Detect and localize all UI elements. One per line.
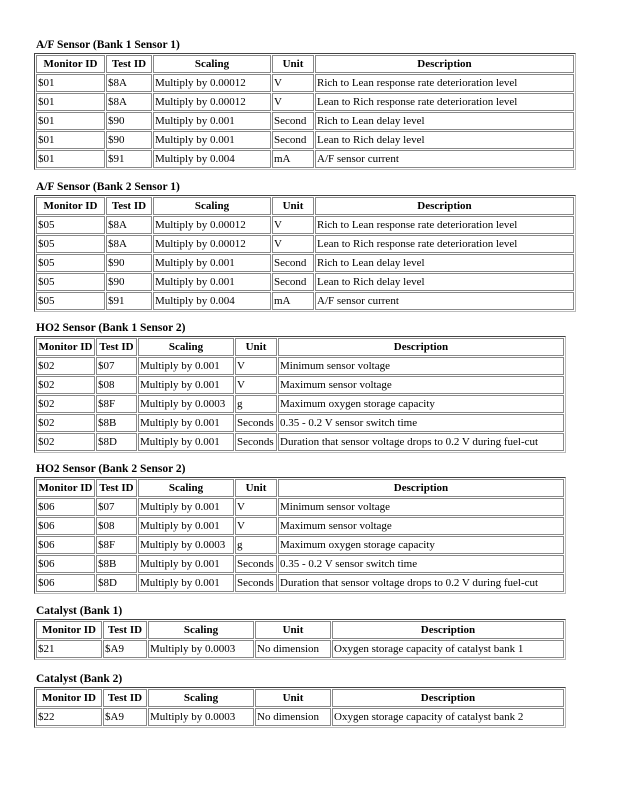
cell-description: Rich to Lean delay level: [315, 254, 574, 272]
cell-monitor-id: $01: [36, 74, 105, 92]
cell-scaling: Multiply by 0.001: [138, 376, 234, 394]
table-row: [36, 150, 574, 168]
cell-test-id: $91: [106, 150, 152, 168]
cell-description: Oxygen storage capacity of catalyst bank 2: [332, 708, 564, 726]
cell-test-id: $A9: [103, 640, 147, 658]
table-catalyst-bank1: [34, 619, 566, 660]
header-test-id: Test ID: [96, 338, 137, 356]
cell-monitor-id: $06: [36, 517, 95, 535]
section-af-bank1-sensor1: [34, 38, 576, 170]
header-unit: Unit: [255, 689, 331, 707]
cell-test-id: $90: [106, 131, 152, 149]
cell-unit: Second: [272, 131, 314, 149]
cell-unit: V: [235, 517, 277, 535]
cell-test-id: $8A: [106, 216, 152, 234]
table-row: [36, 254, 574, 272]
header-unit: Unit: [255, 621, 331, 639]
table-ho2-bank1-sensor2: [34, 336, 566, 453]
table-af-bank1-sensor1: [34, 53, 576, 170]
cell-monitor-id: $06: [36, 498, 95, 516]
header-unit: Unit: [235, 479, 277, 497]
cell-test-id: $90: [106, 112, 152, 130]
header-monitor-id: Monitor ID: [36, 55, 105, 73]
cell-unit: g: [235, 395, 277, 413]
section-title: A/F Sensor (Bank 1 Sensor 1): [36, 39, 180, 51]
cell-unit: Seconds: [235, 574, 277, 592]
table-header-row: [36, 197, 574, 215]
cell-scaling: Multiply by 0.001: [138, 433, 234, 451]
table-row: [36, 574, 564, 592]
cell-test-id: $08: [96, 517, 137, 535]
header-description: Description: [315, 197, 574, 215]
header-description: Description: [278, 479, 564, 497]
header-monitor-id: Monitor ID: [36, 621, 102, 639]
table-row: [36, 93, 574, 111]
header-scaling: Scaling: [153, 197, 271, 215]
cell-unit: Second: [272, 112, 314, 130]
cell-scaling: Multiply by 0.0003: [148, 640, 254, 658]
cell-scaling: Multiply by 0.001: [138, 498, 234, 516]
header-test-id: Test ID: [106, 55, 152, 73]
cell-description: Duration that sensor voltage drops to 0.2 V during fuel-cut: [278, 433, 564, 451]
cell-description: Oxygen storage capacity of catalyst bank 1: [332, 640, 564, 658]
table-header-row: [36, 55, 574, 73]
header-unit: Unit: [272, 55, 314, 73]
cell-unit: Second: [272, 273, 314, 291]
header-description: Description: [332, 621, 564, 639]
cell-test-id: $8B: [96, 555, 137, 573]
table-header-row: [36, 479, 564, 497]
table-row: [36, 292, 574, 310]
section-catalyst-bank2: [34, 672, 566, 728]
cell-test-id: $8A: [106, 74, 152, 92]
header-unit: Unit: [272, 197, 314, 215]
table-row: [36, 376, 564, 394]
header-monitor-id: Monitor ID: [36, 338, 95, 356]
table-ho2-bank2-sensor2: [34, 477, 566, 594]
table-row: [36, 131, 574, 149]
table-row: [36, 498, 564, 516]
cell-monitor-id: $05: [36, 235, 105, 253]
cell-monitor-id: $05: [36, 292, 105, 310]
header-test-id: Test ID: [103, 621, 147, 639]
cell-scaling: Multiply by 0.0003: [138, 395, 234, 413]
cell-test-id: $90: [106, 273, 152, 291]
header-scaling: Scaling: [138, 338, 234, 356]
cell-scaling: Multiply by 0.001: [138, 574, 234, 592]
cell-monitor-id: $01: [36, 150, 105, 168]
cell-test-id: $8B: [96, 414, 137, 432]
table-row: [36, 536, 564, 554]
cell-monitor-id: $02: [36, 414, 95, 432]
cell-test-id: $07: [96, 357, 137, 375]
cell-description: A/F sensor current: [315, 150, 574, 168]
cell-test-id: $90: [106, 254, 152, 272]
header-description: Description: [332, 689, 564, 707]
cell-description: Duration that sensor voltage drops to 0.2 V during fuel-cut: [278, 574, 564, 592]
cell-test-id: $08: [96, 376, 137, 394]
cell-monitor-id: $02: [36, 376, 95, 394]
cell-monitor-id: $05: [36, 216, 105, 234]
table-header-row: [36, 338, 564, 356]
cell-description: Lean to Rich delay level: [315, 273, 574, 291]
header-scaling: Scaling: [148, 689, 254, 707]
cell-monitor-id: $01: [36, 93, 105, 111]
table-row: [36, 112, 574, 130]
header-monitor-id: Monitor ID: [36, 479, 95, 497]
section-title: HO2 Sensor (Bank 2 Sensor 2): [36, 463, 186, 475]
section-title: Catalyst (Bank 1): [36, 605, 123, 617]
table-row: [36, 395, 564, 413]
cell-scaling: Multiply by 0.001: [153, 273, 271, 291]
cell-unit: V: [272, 216, 314, 234]
cell-description: Maximum sensor voltage: [278, 376, 564, 394]
table-af-bank2-sensor1: [34, 195, 576, 312]
cell-unit: mA: [272, 150, 314, 168]
cell-test-id: $8F: [96, 536, 137, 554]
cell-description: Maximum sensor voltage: [278, 517, 564, 535]
cell-description: 0.35 - 0.2 V sensor switch time: [278, 555, 564, 573]
header-test-id: Test ID: [103, 689, 147, 707]
cell-scaling: Multiply by 0.00012: [153, 216, 271, 234]
cell-unit: Seconds: [235, 414, 277, 432]
cell-description: Rich to Lean response rate deterioration level: [315, 74, 574, 92]
cell-scaling: Multiply by 0.0003: [148, 708, 254, 726]
cell-monitor-id: $05: [36, 254, 105, 272]
cell-unit: g: [235, 536, 277, 554]
cell-monitor-id: $01: [36, 131, 105, 149]
header-monitor-id: Monitor ID: [36, 197, 105, 215]
cell-monitor-id: $05: [36, 273, 105, 291]
cell-scaling: Multiply by 0.001: [153, 131, 271, 149]
cell-unit: Seconds: [235, 555, 277, 573]
table-row: [36, 74, 574, 92]
cell-test-id: $8A: [106, 235, 152, 253]
table-row: [36, 555, 564, 573]
cell-scaling: Multiply by 0.001: [153, 112, 271, 130]
table-row: [36, 235, 574, 253]
cell-monitor-id: $06: [36, 536, 95, 554]
cell-unit: Seconds: [235, 433, 277, 451]
section-title: Catalyst (Bank 2): [36, 673, 123, 685]
header-unit: Unit: [235, 338, 277, 356]
cell-scaling: Multiply by 0.00012: [153, 74, 271, 92]
cell-description: Rich to Lean delay level: [315, 112, 574, 130]
cell-test-id: $8F: [96, 395, 137, 413]
section-title: HO2 Sensor (Bank 1 Sensor 2): [36, 322, 186, 334]
cell-description: Lean to Rich response rate deterioration level: [315, 235, 574, 253]
cell-monitor-id: $22: [36, 708, 102, 726]
cell-scaling: Multiply by 0.001: [138, 357, 234, 375]
cell-unit: V: [272, 93, 314, 111]
header-scaling: Scaling: [153, 55, 271, 73]
cell-monitor-id: $02: [36, 433, 95, 451]
cell-scaling: Multiply by 0.001: [153, 254, 271, 272]
section-title: A/F Sensor (Bank 2 Sensor 1): [36, 181, 180, 193]
cell-monitor-id: $06: [36, 555, 95, 573]
cell-monitor-id: $21: [36, 640, 102, 658]
cell-description: Lean to Rich delay level: [315, 131, 574, 149]
section-catalyst-bank1: [34, 604, 566, 660]
cell-monitor-id: $02: [36, 395, 95, 413]
cell-monitor-id: $06: [36, 574, 95, 592]
cell-scaling: Multiply by 0.004: [153, 150, 271, 168]
cell-description: Lean to Rich response rate deterioration level: [315, 93, 574, 111]
cell-test-id: $8D: [96, 433, 137, 451]
table-row: [36, 517, 564, 535]
section-af-bank2-sensor1: [34, 180, 576, 312]
cell-unit: V: [235, 498, 277, 516]
cell-scaling: Multiply by 0.004: [153, 292, 271, 310]
cell-monitor-id: $01: [36, 112, 105, 130]
header-monitor-id: Monitor ID: [36, 689, 102, 707]
cell-description: Minimum sensor voltage: [278, 498, 564, 516]
cell-scaling: Multiply by 0.0003: [138, 536, 234, 554]
cell-scaling: Multiply by 0.001: [138, 555, 234, 573]
cell-description: 0.35 - 0.2 V sensor switch time: [278, 414, 564, 432]
cell-unit: No dimension: [255, 640, 331, 658]
section-ho2-bank2-sensor2: [34, 462, 566, 594]
cell-unit: V: [235, 376, 277, 394]
cell-unit: No dimension: [255, 708, 331, 726]
cell-unit: V: [272, 235, 314, 253]
cell-scaling: Multiply by 0.00012: [153, 93, 271, 111]
table-header-row: [36, 689, 564, 707]
cell-unit: V: [235, 357, 277, 375]
cell-scaling: Multiply by 0.001: [138, 517, 234, 535]
cell-scaling: Multiply by 0.001: [138, 414, 234, 432]
table-header-row: [36, 621, 564, 639]
cell-unit: Second: [272, 254, 314, 272]
cell-description: Maximum oxygen storage capacity: [278, 536, 564, 554]
cell-unit: V: [272, 74, 314, 92]
cell-unit: mA: [272, 292, 314, 310]
header-scaling: Scaling: [148, 621, 254, 639]
cell-description: Minimum sensor voltage: [278, 357, 564, 375]
table-catalyst-bank2: [34, 687, 566, 728]
header-test-id: Test ID: [106, 197, 152, 215]
cell-description: Maximum oxygen storage capacity: [278, 395, 564, 413]
header-description: Description: [315, 55, 574, 73]
cell-monitor-id: $02: [36, 357, 95, 375]
cell-test-id: $8D: [96, 574, 137, 592]
header-test-id: Test ID: [96, 479, 137, 497]
table-row: [36, 216, 574, 234]
header-description: Description: [278, 338, 564, 356]
table-row: [36, 640, 564, 658]
table-row: [36, 433, 564, 451]
table-row: [36, 708, 564, 726]
section-ho2-bank1-sensor2: [34, 321, 566, 453]
cell-scaling: Multiply by 0.00012: [153, 235, 271, 253]
table-row: [36, 273, 574, 291]
header-scaling: Scaling: [138, 479, 234, 497]
cell-test-id: $07: [96, 498, 137, 516]
cell-test-id: $91: [106, 292, 152, 310]
table-row: [36, 414, 564, 432]
cell-description: Rich to Lean response rate deterioration level: [315, 216, 574, 234]
cell-test-id: $A9: [103, 708, 147, 726]
cell-test-id: $8A: [106, 93, 152, 111]
table-row: [36, 357, 564, 375]
cell-description: A/F sensor current: [315, 292, 574, 310]
